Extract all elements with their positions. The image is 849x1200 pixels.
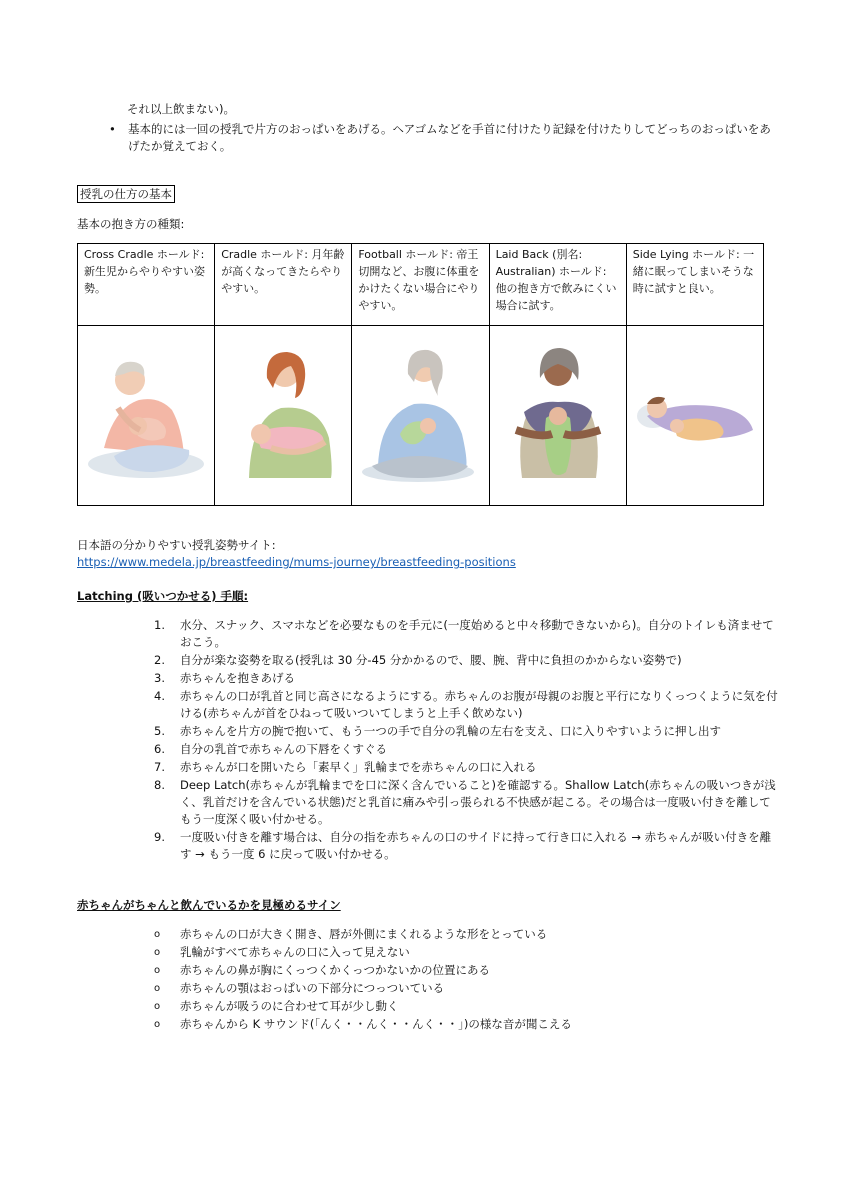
hold-cell-laid-back: Laid Back (別名: Australian) ホールド: 他の抱き方で飲みにくい場合に試す。: [489, 244, 626, 326]
circle-bullet-marker: o: [154, 965, 161, 976]
sign-text: 赤ちゃんの鼻が胸にくっつくかくっつかないかの位置にある: [180, 963, 491, 977]
list-item: [154, 759, 779, 776]
step-text: 自分が楽な姿勢を取る(授乳は 30 分-45 分かかるので、腰、腕、背中に負担のかからない姿勢で): [180, 653, 682, 667]
step-text: 赤ちゃんを抱きあげる: [180, 671, 295, 685]
hold-cell-cradle: Cradle ホールド: 月年齢が高くなってきたらやりやすい。: [215, 244, 352, 326]
figure-cell-side-lying: [626, 325, 763, 505]
list-item: [154, 944, 754, 961]
circle-bullet-marker: o: [154, 929, 161, 940]
step-text: 赤ちゃんを片方の腕で抱いて、もう一つの手で自分の乳輪の左右を支え、口に入りやすいように押し出す: [180, 724, 721, 738]
step-text: 赤ちゃんの口が乳首と同じ高さになるようにする。赤ちゃんのお腹が母親のお腹と平行になりくっつくように気を付ける(赤ちゃんが首をひねって吸いついてしまうと上手く飲めない): [180, 689, 778, 720]
figure-cell-football: [352, 325, 489, 505]
step-text: 自分の乳首で赤ちゃんの下唇をくすぐる: [180, 742, 387, 756]
bullet-text: 基本的には一回の授乳で片方のおっぱいをあげる。ヘアゴムなどを手首に付けたり記録を付けたりしてどっちのおっぱいをあげたか覚えておく。: [128, 122, 771, 153]
circle-bullet-marker: o: [154, 947, 161, 958]
latching-section-title: Latching (吸いつかせる) 手順:: [77, 589, 249, 603]
step-number: 1.: [154, 618, 165, 632]
cradle-hold-illustration: [221, 338, 345, 488]
list-item: [154, 777, 779, 828]
site-label: 日本語の分かりやすい授乳姿勢サイト:: [77, 538, 276, 552]
step-number: 8.: [154, 778, 165, 792]
step-number: 7.: [154, 760, 165, 774]
circle-bullet-marker: o: [154, 1019, 161, 1030]
sign-text: 乳輪がすべて赤ちゃんの口に入って見えない: [180, 945, 410, 959]
sign-text: 赤ちゃんの顎はおっぱいの下部分につっついている: [180, 981, 445, 995]
bullet-continuation: それ以上飲まない)。: [127, 102, 235, 116]
step-text: 一度吸い付きを離す場合は、自分の指を赤ちゃんの口のサイドに持って行き口に入れる → 赤ちゃんが吸い付きを離す → もう一度 6 に戻って吸い付かせる。: [180, 830, 772, 861]
figure-cell-laid-back: [489, 325, 626, 505]
step-text: 赤ちゃんが口を開いたら「素早く」乳輪までを赤ちゃんの口に入れる: [180, 760, 537, 774]
circle-bullet-marker: o: [154, 1001, 161, 1012]
step-number: 2.: [154, 653, 165, 667]
latching-steps-list: [154, 617, 779, 864]
list-item: [154, 998, 754, 1015]
list-item: [154, 1016, 754, 1033]
step-text: 水分、スナック、スマホなどを必要なものを手元に(一度始めると中々移動できないから)。自分のトイレも済ませておこう。: [180, 618, 774, 649]
step-text: Deep Latch(赤ちゃんが乳輪までを口に深く含んでいること)を確認する。Shallow Latch(赤ちゃんの吸いつきが浅く、乳首だけを含んでいる状態)だと乳首に痛みや引っ張られる不快感が起こる。その場合は一度吸い付きを離してもう一度深く吸い付かせる。: [180, 778, 776, 826]
cross-cradle-hold-illustration: [84, 338, 208, 488]
bullet-marker: •: [109, 122, 116, 136]
list-item: [154, 980, 754, 997]
breastfeeding-positions-link[interactable]: https://www.medela.jp/breastfeeding/mums-journey/breastfeeding-positions: [77, 555, 516, 569]
step-number: 4.: [154, 689, 165, 703]
list-item: [154, 829, 779, 863]
step-number: 5.: [154, 724, 165, 738]
signs-list: [154, 926, 754, 1034]
list-item: [154, 741, 779, 758]
list-item: [154, 617, 779, 651]
list-item: [154, 652, 779, 669]
list-item: [154, 723, 779, 740]
sign-text: 赤ちゃんが吸うのに合わせて耳が少し動く: [180, 999, 399, 1013]
list-item: [154, 670, 779, 687]
football-hold-illustration: [358, 338, 482, 488]
section-heading-box: 授乳の仕方の基本: [77, 185, 175, 203]
signs-section-title: 赤ちゃんがちゃんと飲んでいるかを見極めるサイン: [77, 898, 341, 912]
step-number: 6.: [154, 742, 165, 756]
laid-back-hold-illustration: [496, 338, 620, 488]
sign-text: 赤ちゃんの口が大きく開き、唇が外側にまくれるような形をとっている: [180, 927, 548, 941]
hold-cell-football: Football ホールド: 帝王切開など、お腹に体重をかけたくない場合にやりやすい。: [352, 244, 489, 326]
sign-text: 赤ちゃんから K サウンド(「んく・・んく・・んく・・」)の様な音が聞こえる: [180, 1017, 572, 1031]
hold-cell-cross-cradle: Cross Cradle ホールド: 新生児からやりやすい姿勢。: [78, 244, 215, 326]
holds-subheading: 基本の抱き方の種類:: [77, 217, 185, 231]
step-number: 9.: [154, 830, 165, 844]
step-number: 3.: [154, 671, 165, 685]
holding-positions-table: [77, 243, 764, 506]
side-lying-hold-illustration: [633, 338, 757, 488]
list-item: [154, 962, 754, 979]
hold-cell-side-lying: Side Lying ホールド: 一緒に眠ってしまいそうな時に試すと良い。: [626, 244, 763, 326]
figure-cell-cradle: [215, 325, 352, 505]
circle-bullet-marker: o: [154, 983, 161, 994]
list-item: [154, 926, 754, 943]
figure-cell-cross-cradle: [78, 325, 215, 505]
list-item: [154, 688, 779, 722]
